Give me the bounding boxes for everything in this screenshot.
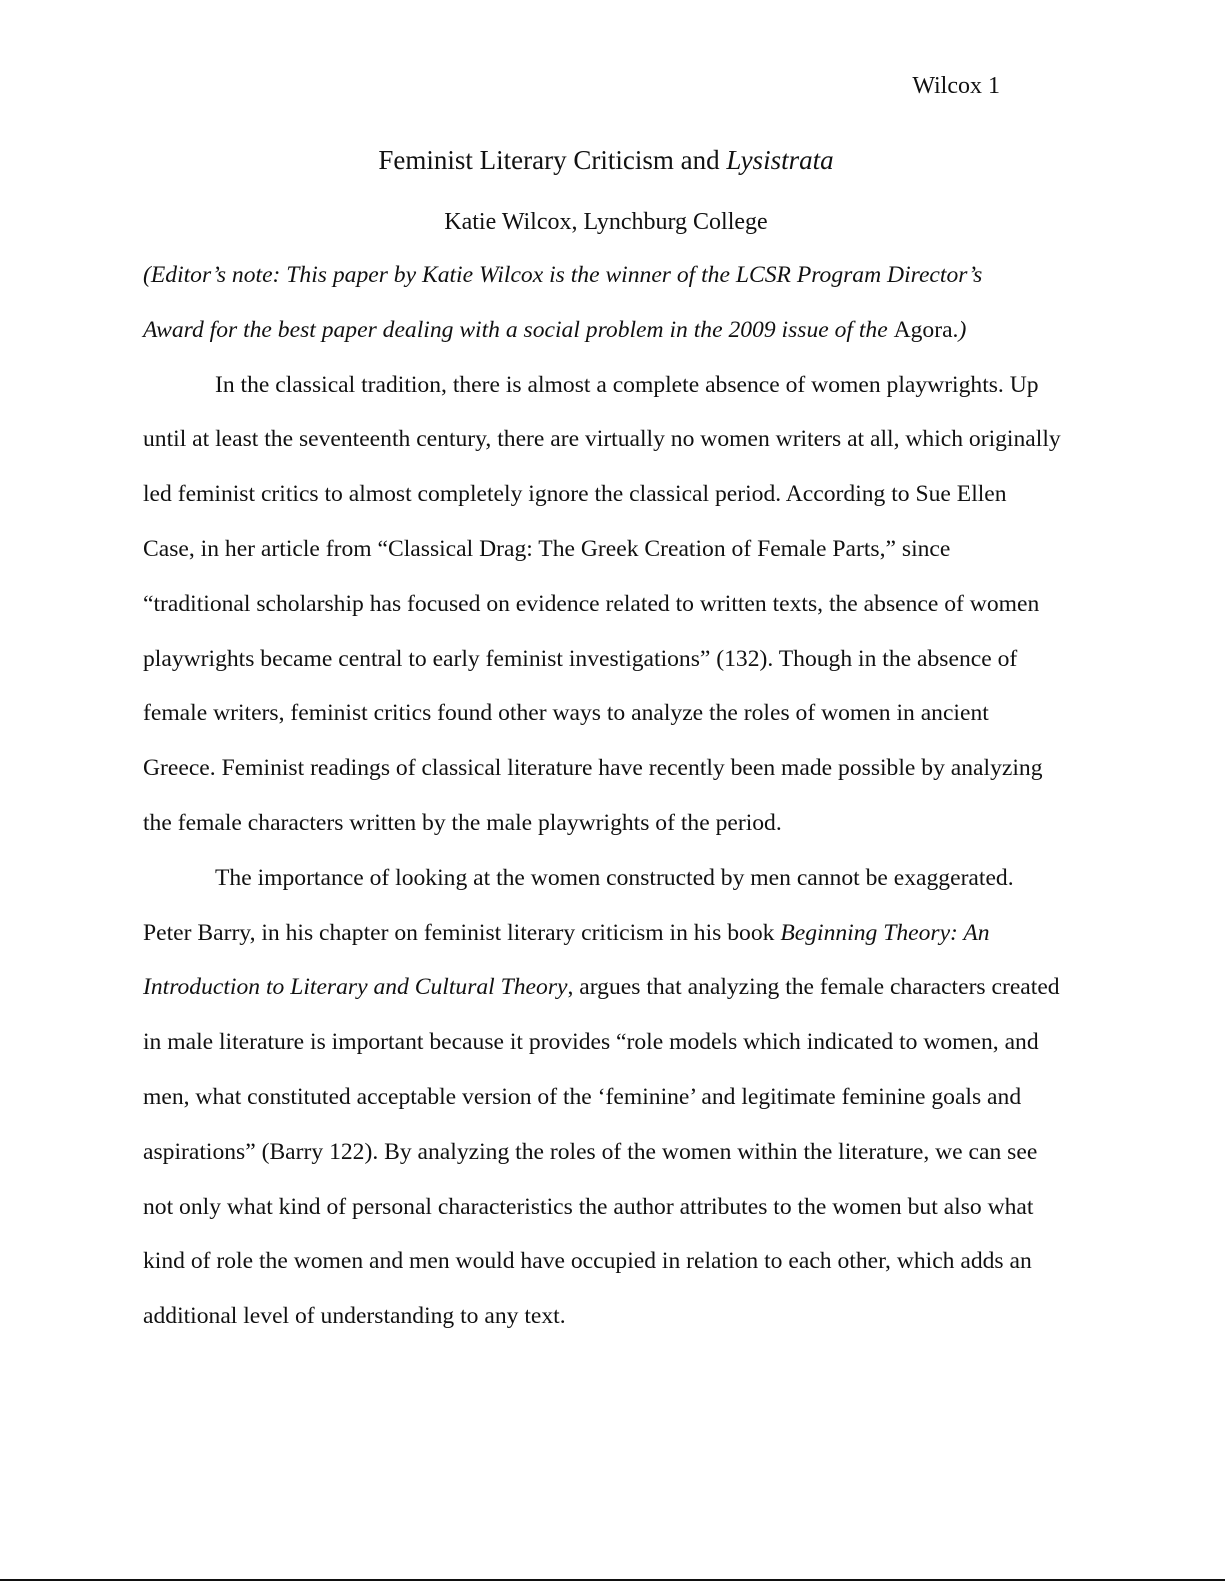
paragraph-1-line: In the classical tradition, there is almost a complete absence of women playwrights. Up — [215, 371, 1039, 398]
editors-note-line-2-italic: Award for the best paper dealing with a social problem in the 2009 issue of the — [143, 316, 894, 343]
paragraph-1-line: led feminist critics to almost completely ignore the classical period. According to Sue Ellen — [143, 481, 1007, 508]
editors-note-journal-name: Agora. — [893, 316, 959, 343]
paragraph-2-line: not only what kind of personal characteristics the author attributes to the women but also what — [143, 1193, 1034, 1220]
paragraph-1-line: Case, in her article from “Classical Drag: The Greek Creation of Female Parts,” since — [143, 535, 951, 562]
paper-title — [0, 140, 1212, 180]
paragraph-1-line: female writers, feminist critics found other ways to analyze the roles of women in ancient — [143, 700, 989, 727]
paragraph-1-line: the female characters written by the male playwrights of the period. — [143, 809, 782, 836]
paper-title-prefix: Feminist Literary Criticism and — [378, 145, 727, 175]
paragraph-2-line-2-roman: Peter Barry, in his chapter on feminist literary criticism in his book — [143, 919, 781, 946]
page-bottom-edge — [0, 1579, 1225, 1581]
paragraph-2-line — [143, 906, 1088, 961]
editors-note-line-2 — [143, 303, 1088, 358]
paragraph-2-line: additional level of understanding to any text. — [143, 1303, 566, 1330]
paragraph-2-line-3-roman: , argues that analyzing the female characters created — [567, 974, 1060, 1001]
running-head: Wilcox 1 — [912, 73, 1000, 99]
paragraph-2-line: in male literature is important because it provides “role models which indicated to women, and — [143, 1029, 1039, 1056]
editors-note-close: ) — [958, 316, 967, 343]
paragraph-1-line: “traditional scholarship has focused on evidence related to written texts, the absence of women — [143, 590, 1040, 617]
book-title-part-1: Beginning Theory: An — [780, 919, 990, 946]
paragraph-2-line: men, what constituted acceptable version of the ‘feminine’ and legitimate feminine goals and — [143, 1083, 1022, 1110]
paragraph-2-line: The importance of looking at the women constructed by men cannot be exaggerated. — [215, 864, 1014, 891]
paragraph-1-line: until at least the seventeenth century, there are virtually no women writers at all, which originally — [143, 426, 1061, 453]
paragraph-2-line: kind of role the women and men would have occupied in relation to each other, which adds an — [143, 1248, 1032, 1275]
body-text — [143, 248, 1088, 1344]
book-title-part-2: Introduction to Literary and Cultural Theory — [143, 974, 568, 1001]
paper-title-italic: Lysistrata — [726, 145, 834, 175]
paragraph-2-line: aspirations” (Barry 122). By analyzing the roles of the women within the literature, we can see — [143, 1138, 1038, 1165]
author-affiliation: Katie Wilcox, Lynchburg College — [444, 209, 768, 235]
editors-note-line-1: (Editor’s note: This paper by Katie Wilcox is the winner of the LCSR Program Director’s — [143, 262, 983, 288]
paragraph-1-line: playwrights became central to early feminist investigations” (132). Though in the absence of — [143, 645, 1018, 672]
paragraph-1-line: Greece. Feminist readings of classical literature have recently been made possible by analyzing — [143, 755, 1043, 782]
paragraph-2-line — [143, 960, 1088, 1015]
